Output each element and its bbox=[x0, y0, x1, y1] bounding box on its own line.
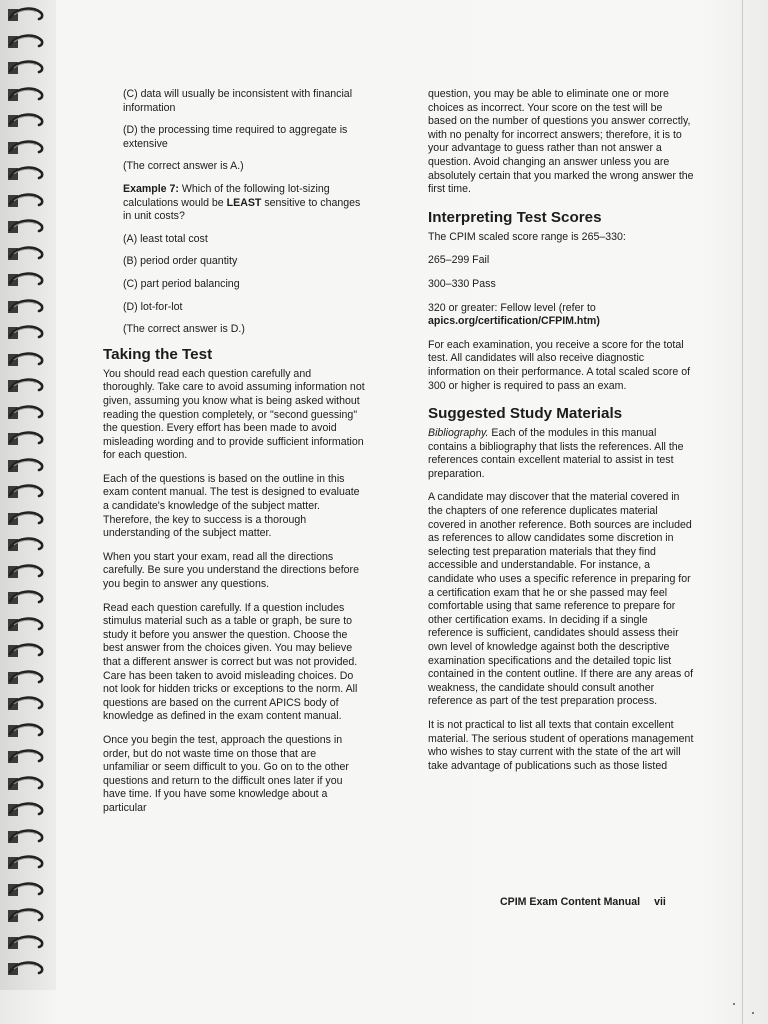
example-7-text-a: Which of the following lot-sizing calculations would be bbox=[123, 182, 330, 209]
taking-paragraph-5: Once you begin the test, approach the questions in order, but do not waste time on those that are unfamiliar or seem difficult to you. Go on to the other questions and return to the difficult ones later if you have time. If you have some knowledge about a particular bbox=[103, 733, 349, 814]
binding-ring-icon bbox=[6, 404, 46, 422]
binding-ring-icon bbox=[6, 960, 46, 978]
bibliography-text: Each of the modules in this manual contains a bibliography that lists the references. All the references contain excellent material to assist in test preparation. bbox=[428, 427, 684, 480]
bibliography-term: Bibliography. bbox=[428, 427, 489, 440]
binding-ring-icon bbox=[6, 775, 46, 793]
scan-speck bbox=[733, 1003, 735, 1005]
binding-ring-icon bbox=[6, 616, 46, 634]
score-fail: 265–299 Fail bbox=[428, 254, 490, 267]
left-column bbox=[103, 88, 365, 826]
page-number: vii bbox=[654, 896, 666, 908]
option-c: (C) data will usually be inconsistent with financial information bbox=[123, 88, 353, 114]
binding-ring-icon bbox=[6, 483, 46, 501]
binding-ring-icon bbox=[6, 669, 46, 687]
example-6-options bbox=[103, 88, 365, 337]
binding-ring-icon bbox=[6, 536, 46, 554]
binding-ring-icon bbox=[6, 563, 46, 581]
taking-test-heading: Taking the Test bbox=[103, 345, 213, 363]
page-footer bbox=[500, 896, 700, 908]
bibliography-paragraph bbox=[428, 427, 694, 481]
right-column bbox=[428, 88, 694, 783]
binding-ring-icon bbox=[6, 907, 46, 925]
study-paragraph-2: A candidate may discover that the material covered in the chapters of one reference duplicates material covered in another reference. Both sources are included as references to allow candidates some discretion in selecting test preparation materials that they find accessible and understandable. For instance, a candidate who uses a specific reference in preparing for a certification exam that he or she passed may feel comfortable using that same reference to prepare for other certification exams. In deciding if a single reference is sufficient, candidates should assess their own level of knowledge against both the descriptive examination specifications and the detailed topic list contained in the content outline. If there are any areas of weakness, the candidate should consult another reference as part of the test preparation process. bbox=[428, 491, 694, 708]
scores-heading: Interpreting Test Scores bbox=[428, 208, 602, 226]
binding-ring-icon bbox=[6, 86, 46, 104]
binding-ring-icon bbox=[6, 112, 46, 130]
binding-ring-icon bbox=[6, 430, 46, 448]
binding-ring-icon bbox=[6, 828, 46, 846]
ex7-option-a: (A) least total cost bbox=[123, 232, 208, 245]
binding-ring-icon bbox=[6, 642, 46, 660]
fellow-text: 320 or greater: Fellow level (refer to bbox=[428, 301, 596, 314]
score-range: The CPIM scaled score range is 265–330: bbox=[428, 230, 626, 243]
binding-ring-icon bbox=[6, 298, 46, 316]
binding-ring-icon bbox=[6, 722, 46, 740]
binding-ring-icon bbox=[6, 748, 46, 766]
binding-ring-icon bbox=[6, 351, 46, 369]
ex7-option-d: (D) lot-for-lot bbox=[123, 300, 183, 313]
scores-paragraph: For each examination, you receive a score for the total test. All candidates will also receive diagnostic information on their performance. A total scaled score of 300 or higher is required to pass an exam. bbox=[428, 338, 691, 392]
taking-paragraph-2: Each of the questions is based on the outline in this exam content manual. The test is designed to evaluate a candidate's knowledge of the subject matter. Therefore, the key to success is a thorough understanding of the subject matter. bbox=[103, 472, 360, 540]
ex7-option-c: (C) part period balancing bbox=[123, 277, 240, 290]
scan-speck bbox=[752, 1012, 754, 1014]
binding-ring-icon bbox=[6, 510, 46, 528]
correct-answer-6: (The correct answer is A.) bbox=[123, 160, 244, 173]
binding-ring-icon bbox=[6, 245, 46, 263]
correct-answer-7: (The correct answer is D.) bbox=[123, 323, 245, 336]
fellow-link[interactable]: apics.org/certification/CFPIM.htm) bbox=[428, 315, 600, 328]
continued-paragraph: question, you may be able to eliminate one or more choices as incorrect. Your score on the test will be based on the number of questions you answer correctly, with no penalty for incorrect answers; therefore, it is to your advantage to guess rather than not answer a question. Avoid changing an answer unless you are absolutely certain that you marked the wrong answer the first time. bbox=[428, 88, 694, 196]
spiral-binding bbox=[0, 0, 56, 990]
footer-title: CPIM Exam Content Manual bbox=[500, 896, 641, 908]
binding-ring-icon bbox=[6, 165, 46, 183]
binding-ring-icon bbox=[6, 934, 46, 952]
binding-ring-icon bbox=[6, 59, 46, 77]
taking-paragraph-1: You should read each question carefully and thoroughly. Take care to avoid assuming information not given, assuming you know what is being asked without reading the question completely, or "second guessing" the question. Every effort has been made to avoid misleading wording and to provide sufficient information for each question. bbox=[103, 367, 365, 462]
binding-ring-icon bbox=[6, 589, 46, 607]
binding-ring-icon bbox=[6, 324, 46, 342]
ex7-option-b: (B) period order quantity bbox=[123, 255, 238, 268]
binding-ring-icon bbox=[6, 457, 46, 475]
binding-ring-icon bbox=[6, 33, 46, 51]
option-d: (D) the processing time required to aggregate is extensive bbox=[123, 124, 348, 150]
study-heading: Suggested Study Materials bbox=[428, 405, 623, 423]
binding-ring-icon bbox=[6, 695, 46, 713]
example-7-label: Example 7: bbox=[123, 182, 179, 195]
score-fellow bbox=[428, 302, 694, 329]
binding-ring-icon bbox=[6, 271, 46, 289]
binding-ring-icon bbox=[6, 6, 46, 24]
binding-ring-icon bbox=[6, 854, 46, 872]
example-7-text-b: sensitive to changes in unit costs? bbox=[123, 196, 361, 223]
binding-ring-icon bbox=[6, 192, 46, 210]
binding-ring-icon bbox=[6, 881, 46, 899]
score-pass: 300–330 Pass bbox=[428, 277, 496, 290]
binding-ring-icon bbox=[6, 218, 46, 236]
taking-paragraph-3: When you start your exam, read all the directions carefully. Be sure you understand the directions before you begin to answer any questions. bbox=[103, 550, 359, 591]
binding-ring-icon bbox=[6, 139, 46, 157]
binding-ring-icon bbox=[6, 377, 46, 395]
binding-ring-icon bbox=[6, 801, 46, 819]
taking-paragraph-4: Read each question carefully. If a question includes stimulus material such as a table or graph, be sure to study it before you answer the question. Choose the best answer from the choices given. You may believe that a different answer is correct but was not provided. Care has been taken to avoid misleading choices. Do not look for hidden tricks or exceptions to the norm. All questions are based on the current APICS body of knowledge as defined in the exam content manual. bbox=[103, 601, 358, 723]
study-paragraph-3: It is not practical to list all texts that contain excellent material. The serious student of operations management who wishes to stay current with the state of the art will take advantage of publications such as those listed bbox=[428, 718, 694, 772]
example-7-emphasis: LEAST bbox=[226, 196, 262, 209]
example-7-question bbox=[123, 183, 365, 224]
page-edge bbox=[742, 0, 743, 1024]
